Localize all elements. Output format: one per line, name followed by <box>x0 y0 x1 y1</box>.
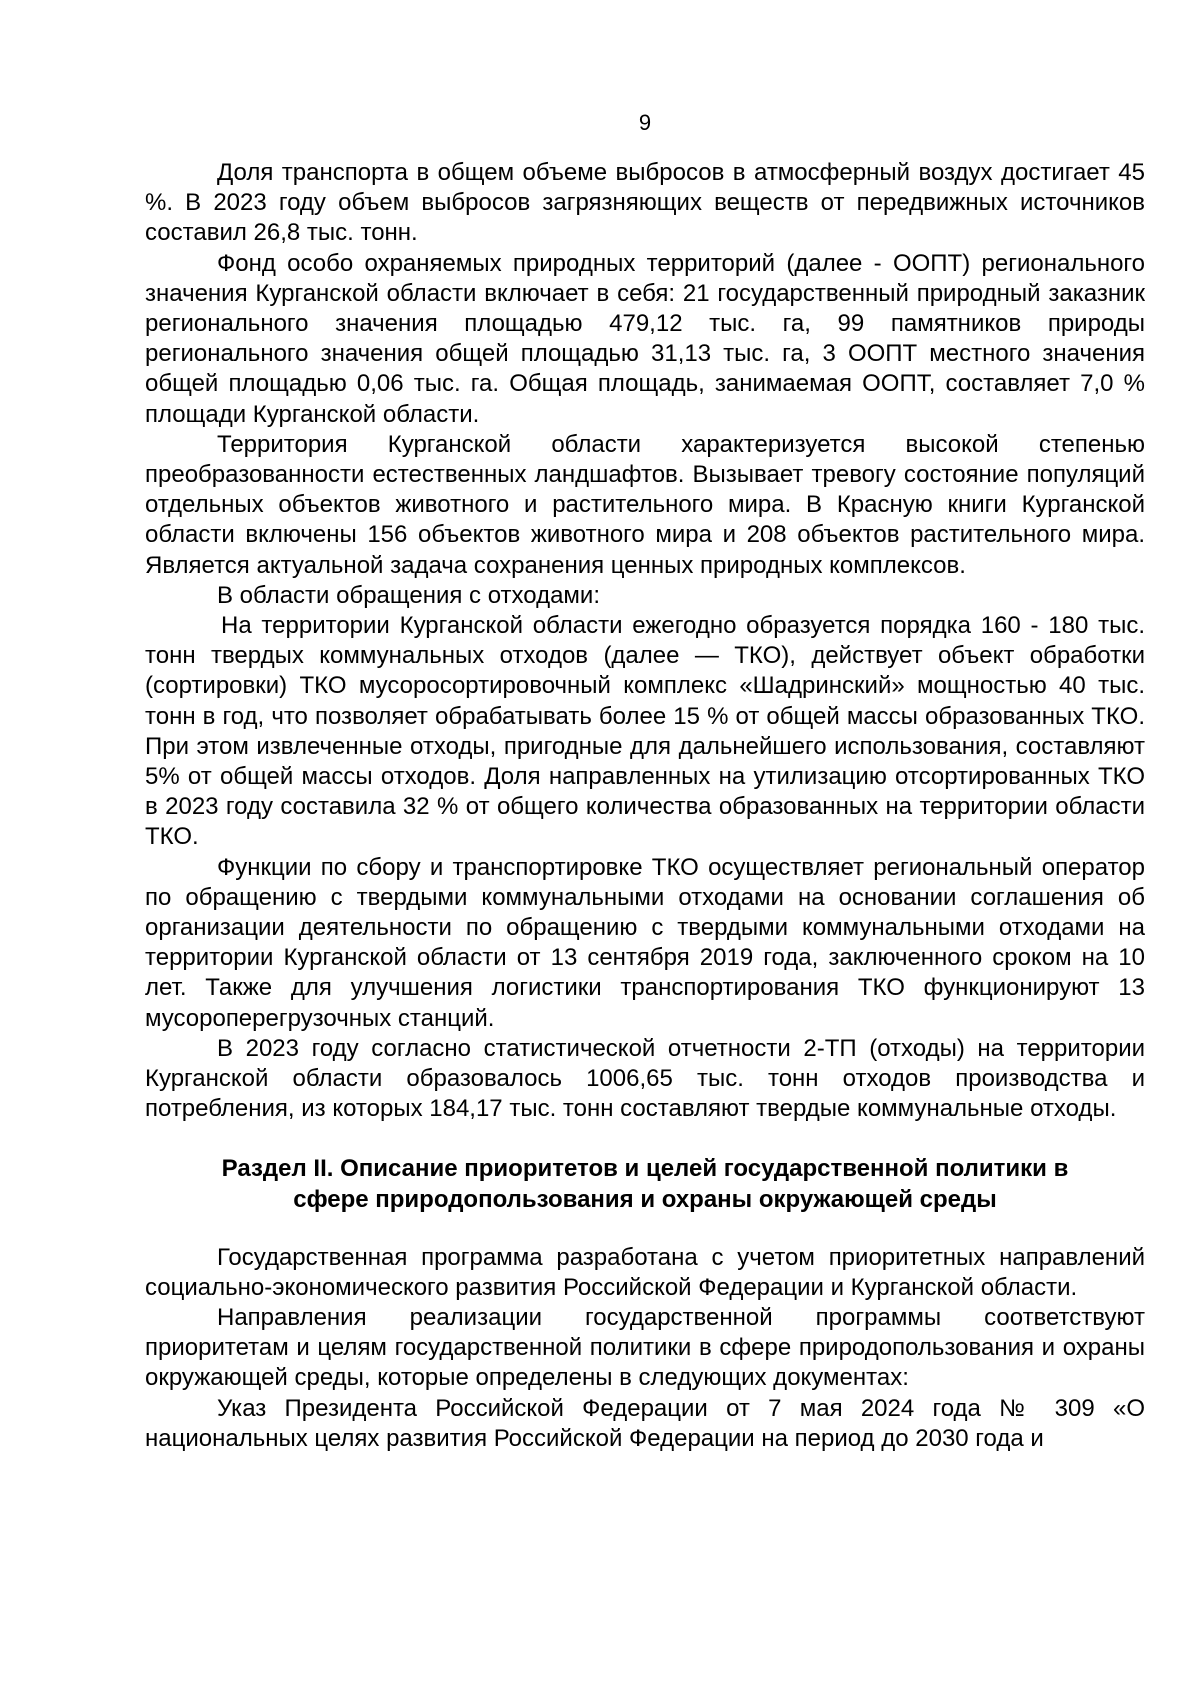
paragraph-protected-areas: Фонд особо охраняемых природных территорий (далее - ООПТ) регионального значения Курганской области включает в себя: 21 государственный природный заказник регионального значения площадью 479,12 тыс. га, 99 памятников природы регионального значения общей площадью 31,13 тыс. га, 3 ООПТ местного значения общей площадью 0,06 тыс. га. Общая площадь, занимаемая ООПТ, составляет 7,0 % площади Курганской области. <box>145 249 1145 428</box>
section-heading <box>145 1153 1145 1215</box>
paragraph-waste-statistics: В 2023 году согласно статистической отчетности 2-ТП (отходы) на территории Курганской области образовалось 1006,65 тыс. тонн отходов производства и потребления, из которых 184,17 тыс. тонн составляют твердые коммунальные отходы. <box>145 1034 1145 1123</box>
document-page <box>145 108 1145 1454</box>
paragraph-transport-emissions: Доля транспорта в общем объеме выбросов в атмосферный воздух достигает 45 %. В 2023 году объем выбросов загрязняющих веществ от передвижных источников составил 26,8 тыс. тонн. <box>145 159 1145 247</box>
paragraph-waste-volume: На территории Курганской области ежегодно образуется порядка 160 - 180 тыс. тонн твердых коммунальных отходов (далее — ТКО), действует объект обработки (сортировки) ТКО мусоросортировочный комплекс «Шадринский» мощностью 40 тыс. тонн в год, что позволяет обрабатывать более 15 % от общей массы образованных ТКО. При этом извлеченные отходы, пригодные для дальнейшего использования, составляют 5% от общей массы отходов. Доля направленных на утилизацию отсортированных ТКО в 2023 году составила 32 % от общего количества образованных на территории области ТКО. <box>145 612 1145 851</box>
paragraph-waste-intro: В области обращения с отходами: <box>217 581 601 609</box>
paragraph-landscape-state: Территория Курганской области характеризуется высокой степенью преобразованности естественных ландшафтов. Вызывает тревогу состояние популяций отдельных объектов животного и растительного мира. В Красную книги Курганской области включены 156 объектов животного мира и 208 объектов растительного мира. Является актуальной задача сохранения ценных природных комплексов. <box>145 430 1145 579</box>
paragraph-waste-operator: Функции по сбору и транспортировке ТКО осуществляет региональный оператор по обращению с твердыми коммунальными отходами на основании соглашения об организации деятельности по обращению с твердыми коммунальными отходами на территории Курганской области от 13 сентября 2019 года, заключенного сроком на 10 лет. Также для улучшения логистики транспортирования ТКО функционируют 13 мусороперегрузочных станций. <box>145 853 1145 1032</box>
paragraph-program-basis: Государственная программа разработана с учетом приоритетных направлений социально-экономического развития Российской Федерации и Курганской области. <box>145 1243 1145 1301</box>
paragraph-program-directions: Направления реализации государственной программы соответствуют приоритетам и целям государственной политики в сфере природопользования и охраны окружающей среды, которые определены в следующих документах: <box>145 1303 1145 1392</box>
page-number: 9 <box>638 110 652 135</box>
section-heading-line-1: Раздел II. Описание приоритетов и целей государственной политики в <box>221 1154 1069 1182</box>
section-heading-line-2: сфере природопользования и охраны окружающей среды <box>293 1185 997 1213</box>
paragraph-presidential-decree: Указ Президента Российской Федерации от 7 мая 2024 года № 309 «О национальных целях развития Российской Федерации на период до 2030 года и <box>145 1394 1145 1452</box>
